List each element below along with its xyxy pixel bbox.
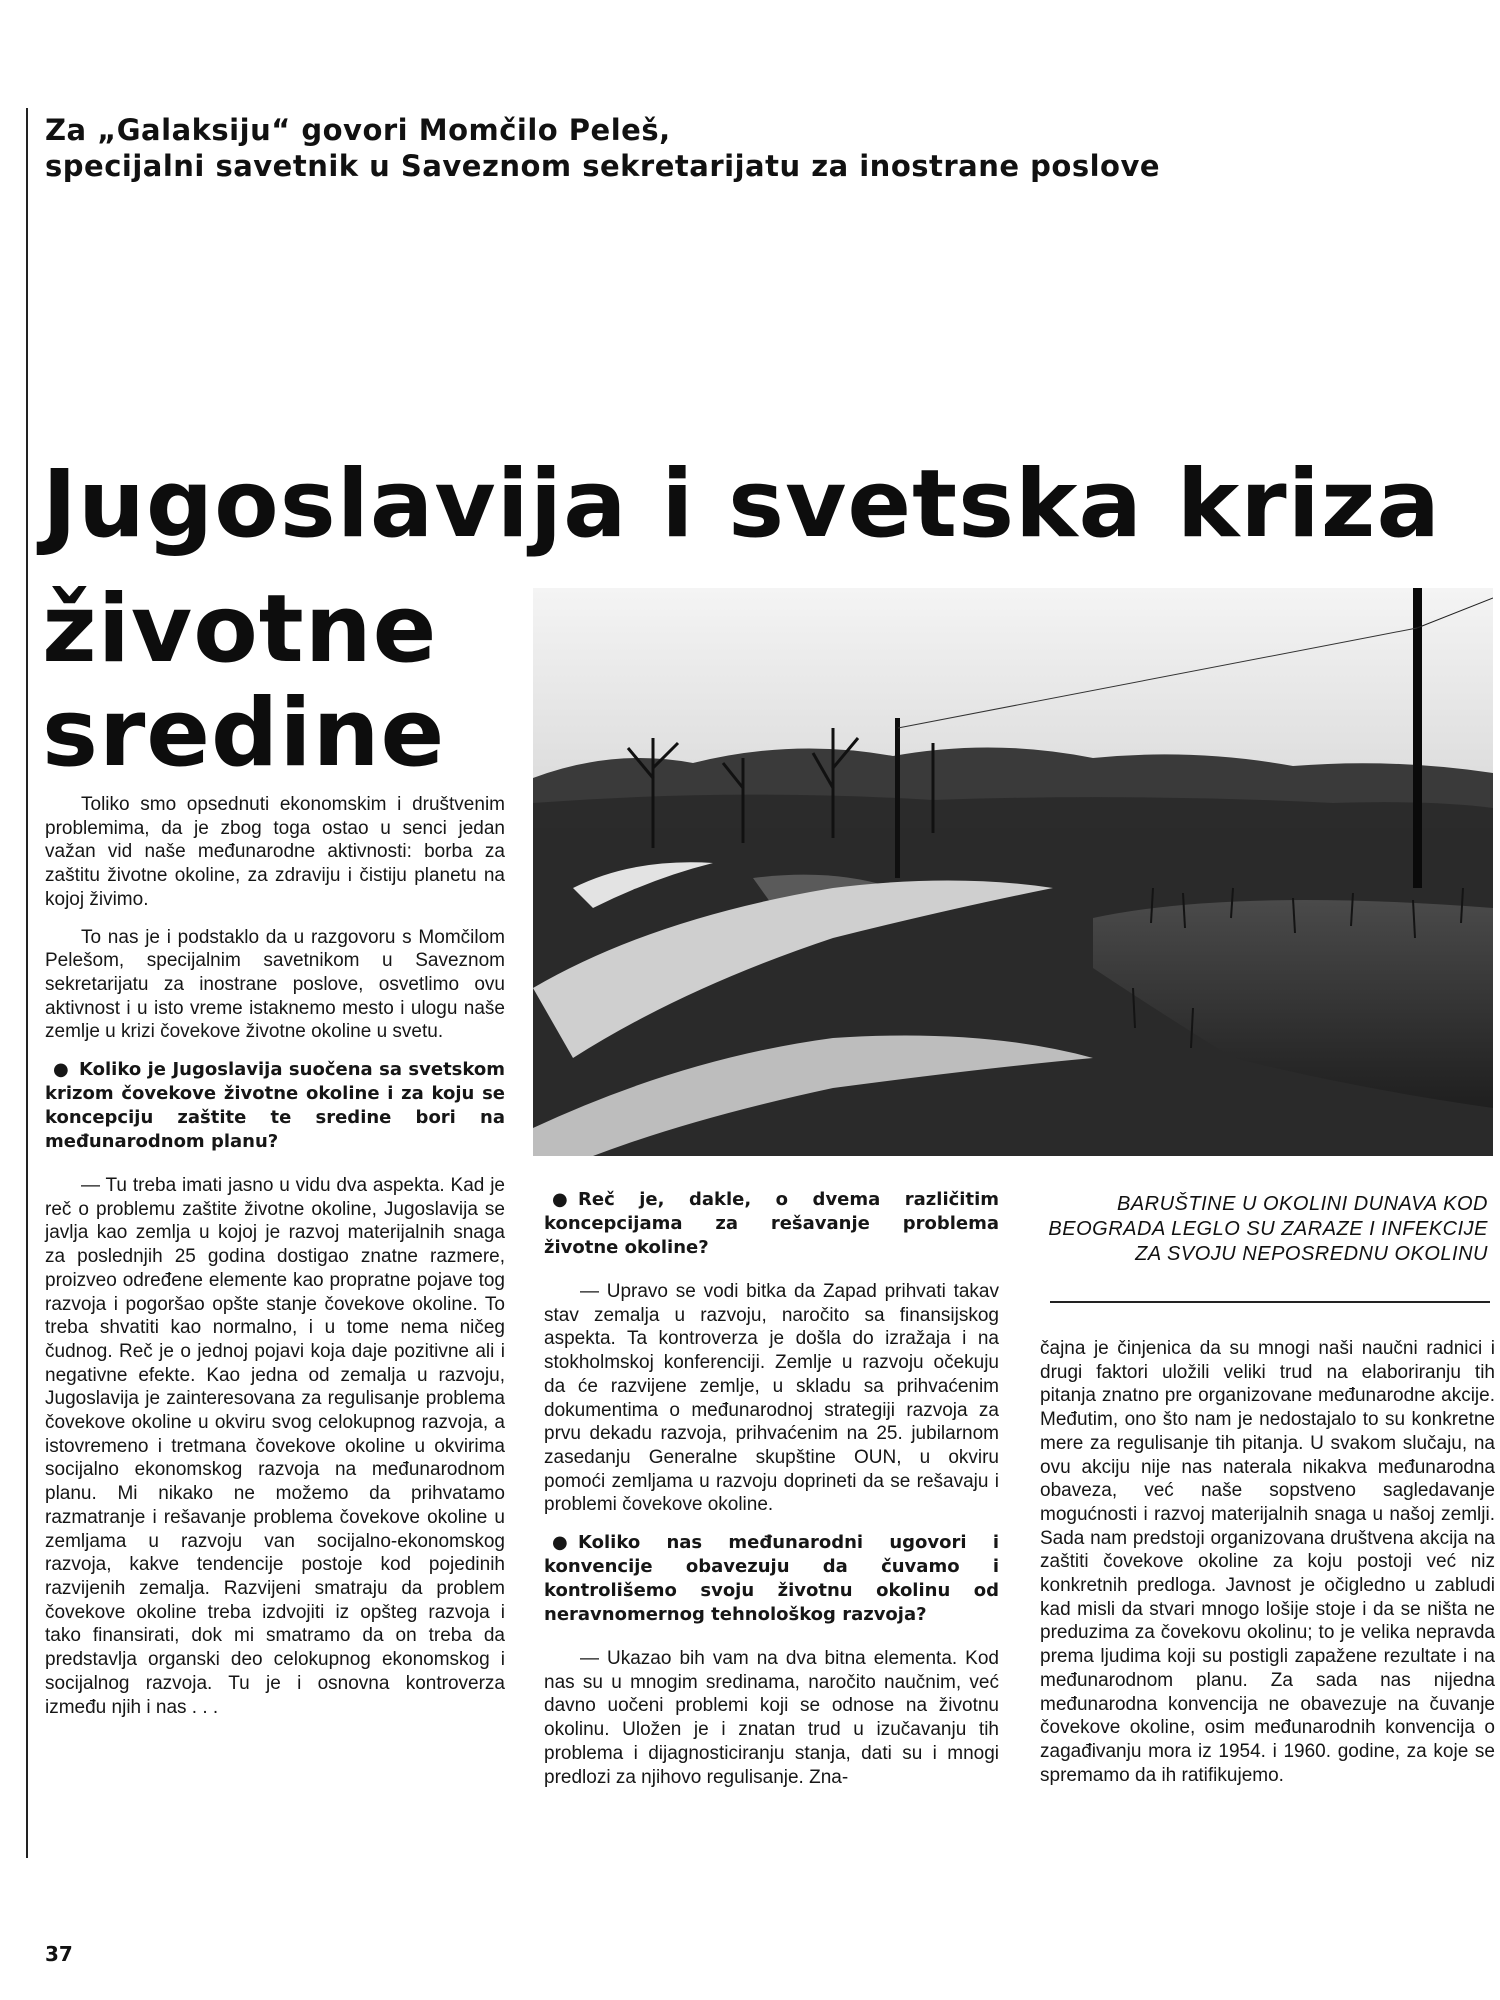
question-3 [544, 1531, 999, 1627]
answer-1: — Tu treba imati jasno u vidu dva aspekta. Kad je reč o problemu zaštite životne okoline, Jugoslavija se javlja kao zemlja u kojoj je razvoj materijalnih snaga za poslednjih 25 godina dostigao znatne razmere, proizveo određene elemente kao propratne pojave tog razvoja i pogoršao opšte stanje čovekove okoline. To treba shvatiti kao normalno, i u tome nema ničeg čudnog. Reč je o jednoj pojavi koja daje pozitivne ali i negativne efekte. Kao jedna od zemalja u razvoju, Jugoslavija je zainteresovana za regulisanje problema čovekove okoline u okviru svog celokupnog razvoja, a istovremeno i tretmana čovekove okoline u okvirima socijalno ekonomskog razvoja na međunarodnom planu. Mi nikako ne možemo da prihvatamo razmatranje i rešavanje problema čovekove okoline u zemljama u razvoju van socijalno-ekonomskog razvoja, kakve tendencije postoje kod pojedinih razvijenih zemalja. Razvijeni smatraju da problem čovekove okoline treba izdvojiti iz opšteg razvoja i tako finansirati, dok mi smatramo da on treba da predstavlja organski deo celokupnog ekonomskog i socijalnog razvoja. Tu je i osnovna kontroverza između njih i nas . . . [45, 1175, 505, 1718]
caption-divider [1050, 1301, 1490, 1303]
bullet-icon: ● [552, 1532, 568, 1554]
kicker [45, 112, 1445, 184]
answer-2: — Upravo se vodi bitka da Zapad prihvati takav stav zemalja u razvoju, naročito sa finansijskog aspekta. Ta kontroverza je došla do izražaja i na stokholmskoj konferenciji. Zemlje u razvoju očekuju da će razvijene zemlje, u skladu sa prihvaćenim dokumentima o međunarodnoj strategiji razvoja za prvu dekadu razvoja, prihvaćenim na 25. jubilarnom zasedanju Generalne skupštine OUN, u okviru pomoći zemljama u razvoju doprineti da se rešavaju i problemi čovekove okoline. [544, 1281, 999, 1516]
headline-line-3: sredine [42, 679, 446, 788]
answer-3-continued: čajna je činjenica da su mnogi naši naučni radnici i drugi faktori uložili veliki trud na elaboriranju tih pitanja znatno pre organizovane međunarodne akcije. Međutim, ono što nam je nedostajalo to su konkretne mere za regulisanje tih pitanja. U svakom slučaju, na ovu akciju nije nas naterala nikakva međunarodna obaveza, već naše sopstveno sagledavanje mogućnosti i razvoj materijalnih snaga u našoj zemlji. Sada nam predstoji organizovana društvena akcija na zaštiti čovekove okoline za koju postoji već niz konkretnih predloga. Javnost je očigledno u zabludi kad misli da stvari mnogo lošije stoje i da se ništa ne preduzima za čovekovu okolinu; to je velika nepravda prema ljudima koji su postigli zapažene rezultate i na međunarodnom planu. Za sada nas nijedna međunarodna konvencija ne obavezuje na čuvanje čovekove okoline, osim međunarodnih konvencija o zagađivanju mora iz 1954. i 1960. godine, za koje se spremamo da ih ratifikujemo. [1040, 1338, 1495, 1786]
headline-line-2: životne [42, 575, 438, 684]
answer-3: — Ukazao bih vam na dva bitna elementa. Kod nas su u mnogim sredinama, naročito naučnim, već davno uočeni problemi koji se odnose na životnu okolinu. Uložen je i znatan trud u izučavanju tih problema i dijagnosticiranju stanja, dati su i mnogi predlozi za njihovo regulisanje. Zna- [544, 1648, 999, 1788]
headline-line-1: Jugoslavija i svetska kriza [42, 450, 1441, 559]
left-margin-rule [26, 108, 28, 1858]
bullet-icon: ● [552, 1189, 568, 1210]
headline-continuation [42, 575, 512, 788]
bullet-icon: ● [53, 1059, 69, 1081]
photo-caption: BARUŠTINE U OKOLINI DUNAVA KOD BEOGRADA LEGLO SU ZARAZE I INFEKCIJE ZA SVOJU NEPOSREDNU OKOLINU [1048, 1193, 1488, 1265]
question-3-text: Koliko nas međunarodni ugovori i konvencije obavezuju da čuvamo i kontrolišemo svoju životnu okolinu od neravnomernog tehnološkog razvoja? [544, 1532, 999, 1626]
intro-paragraph-1: Toliko smo opsednuti ekonomskim i društvenim problemima, da je zbog toga ostao u senci jedan važan vid naše međunarodne aktivnosti: borba za zaštitu životne okoline, za zdraviju i čistiju planetu na kojoj živimo. [45, 794, 505, 910]
question-2 [544, 1188, 999, 1260]
article-column-3 [1040, 1337, 1495, 1801]
kicker-line-2: specijalni savetnik u Saveznom sekretarijatu za inostrane poslove [45, 149, 1161, 183]
question-1 [45, 1058, 505, 1154]
question-2-text: Reč je, dakle, o dvema različitim koncepcijama za rešavanje problema životne okoline? [544, 1189, 999, 1258]
marsh-photo [533, 588, 1493, 1156]
article-column-1 [45, 793, 505, 1733]
intro-paragraph-2: To nas je i podstaklo da u razgovoru s Momčilom Pelešom, specijalnim savetnikom u Saveznom sekretarijatu za inostrane poslove, osvetlimo ovu aktivnost i u isto vreme istaknemo mesto i ulogu naše zemlje u krizi čovekove životne okoline u svetu. [45, 926, 505, 1043]
question-1-text: Koliko je Jugoslavija suočena sa svetskom krizom čovekove životne okoline i za koju se koncepciju zaštite te sredine bori na međunarodnom planu? [45, 1059, 505, 1153]
page-number: 37 [45, 1942, 73, 1966]
article-column-2 [544, 1188, 999, 1803]
kicker-line-1: Za „Galaksiju“ govori Momčilo Peleš, [45, 113, 671, 147]
